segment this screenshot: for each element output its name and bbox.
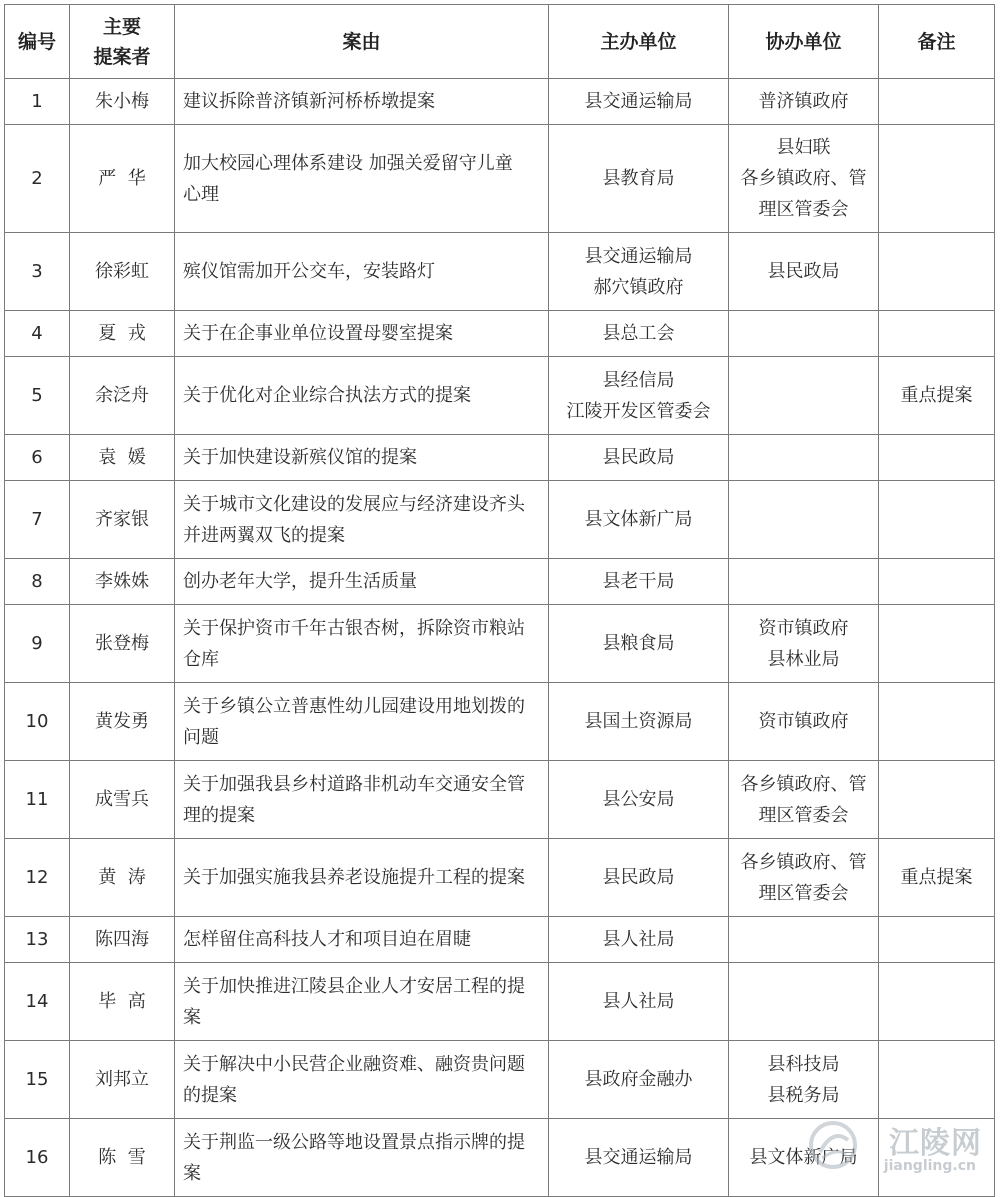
reason-line: 怎样留住高科技人才和项目迫在眉睫 <box>183 929 471 950</box>
reason-line: 创办老年大学，提升生活质量 <box>183 571 417 592</box>
row-reason <box>175 1041 549 1119</box>
row-assist <box>729 963 879 1041</box>
row-proposer: 张登梅 <box>70 605 175 683</box>
row-host <box>549 605 729 683</box>
reason-line: 加大校园心理体系建设 加强关爱留守儿童 <box>183 152 513 174</box>
row-reason <box>175 917 549 963</box>
header-proposer-line2: 提案者 <box>93 45 151 68</box>
reason-line: 理的提案 <box>183 804 255 826</box>
watermark-title: 江陵网 <box>889 1126 982 1161</box>
host-line: 郝穴镇政府 <box>593 276 684 298</box>
host-line: 县总工会 <box>602 323 675 344</box>
table-row <box>5 357 995 435</box>
reason-line: 关于加快推进江陵县企业人才安居工程的提 <box>183 975 525 997</box>
row-reason <box>175 79 549 125</box>
row-note <box>879 481 995 559</box>
table-row <box>5 605 995 683</box>
row-reason <box>175 605 549 683</box>
row-proposer: 余泛舟 <box>70 357 175 435</box>
row-note <box>879 1041 995 1119</box>
header-assist: 协办单位 <box>729 5 879 79</box>
row-assist <box>729 357 879 435</box>
table-row <box>5 481 995 559</box>
host-line: 县交通运输局 <box>584 91 693 112</box>
reason-line: 关于加快建设新殡仪馆的提案 <box>183 447 417 468</box>
host-line: 县粮食局 <box>602 633 675 654</box>
reason-line: 的提案 <box>183 1084 237 1106</box>
row-reason <box>175 559 549 605</box>
row-num: 5 <box>5 357 70 435</box>
reason-line: 心理 <box>183 183 219 205</box>
row-num: 16 <box>5 1119 70 1197</box>
assist-line: 县文体新广局 <box>749 1147 858 1168</box>
table-row <box>5 233 995 311</box>
host-line: 县交通运输局 <box>584 245 693 267</box>
row-host <box>549 125 729 233</box>
reason-line: 建议拆除普济镇新河桥桥墩提案 <box>183 91 435 112</box>
row-assist <box>729 1041 879 1119</box>
row-num: 6 <box>5 435 70 481</box>
row-num: 10 <box>5 683 70 761</box>
reason-line: 并进两翼双飞的提案 <box>183 524 345 546</box>
assist-line: 县科技局 <box>767 1053 840 1075</box>
row-num: 14 <box>5 963 70 1041</box>
table-row <box>5 1041 995 1119</box>
site-watermark <box>800 1108 990 1188</box>
row-note <box>879 79 995 125</box>
table-row <box>5 917 995 963</box>
row-reason <box>175 761 549 839</box>
reason-line: 仓库 <box>183 648 219 670</box>
row-note: 重点提案 <box>879 839 995 917</box>
row-num: 4 <box>5 311 70 357</box>
row-host <box>549 233 729 311</box>
row-proposer: 陈四海 <box>70 917 175 963</box>
row-reason <box>175 125 549 233</box>
host-line: 县交通运输局 <box>584 1147 693 1168</box>
row-num: 7 <box>5 481 70 559</box>
row-assist <box>729 839 879 917</box>
host-line: 江陵开发区管委会 <box>566 400 711 422</box>
row-note <box>879 761 995 839</box>
row-reason <box>175 233 549 311</box>
row-assist <box>729 605 879 683</box>
host-line: 县老干局 <box>602 571 675 592</box>
row-host <box>549 761 729 839</box>
reason-line: 关于保护资市千年古银杏树，拆除资市粮站 <box>183 617 525 639</box>
header-proposer <box>70 5 175 79</box>
row-proposer: 李姝姝 <box>70 559 175 605</box>
row-host <box>549 79 729 125</box>
reason-line: 关于解决中小民营企业融资难、融资贵问题 <box>183 1053 525 1075</box>
row-reason <box>175 311 549 357</box>
row-host <box>549 683 729 761</box>
row-proposer: 成雪兵 <box>70 761 175 839</box>
row-reason <box>175 357 549 435</box>
table-row <box>5 311 995 357</box>
reason-line: 关于优化对企业综合执法方式的提案 <box>183 385 471 406</box>
row-reason <box>175 839 549 917</box>
table-row <box>5 683 995 761</box>
row-note <box>879 435 995 481</box>
row-num: 1 <box>5 79 70 125</box>
row-host <box>549 917 729 963</box>
row-num: 13 <box>5 917 70 963</box>
row-proposer: 徐彩虹 <box>70 233 175 311</box>
row-note <box>879 559 995 605</box>
row-host <box>549 311 729 357</box>
row-host <box>549 1041 729 1119</box>
row-assist <box>729 683 879 761</box>
site-logo-icon <box>806 1118 860 1172</box>
row-host <box>549 1119 729 1197</box>
reason-line: 关于乡镇公立普惠性幼儿园建设用地划拨的 <box>183 695 525 717</box>
header-reason: 案由 <box>175 5 549 79</box>
reason-line: 案 <box>183 1162 201 1184</box>
row-assist <box>729 233 879 311</box>
host-line: 县人社局 <box>602 991 675 1012</box>
row-proposer: 袁 媛 <box>70 435 175 481</box>
assist-line: 县妇联 <box>776 137 831 158</box>
host-line: 县经信局 <box>602 369 675 391</box>
row-proposer: 严 华 <box>70 125 175 233</box>
table-row <box>5 125 995 233</box>
row-note: 重点提案 <box>879 357 995 435</box>
row-host <box>549 481 729 559</box>
row-assist <box>729 125 879 233</box>
assist-line: 县税务局 <box>767 1084 840 1106</box>
row-assist <box>729 761 879 839</box>
row-num: 9 <box>5 605 70 683</box>
row-num: 8 <box>5 559 70 605</box>
reason-line: 关于加强实施我县养老设施提升工程的提案 <box>183 867 525 888</box>
reason-line: 关于城市文化建设的发展应与经济建设齐头 <box>183 493 525 515</box>
reason-line: 关于在企事业单位设置母婴室提案 <box>183 323 453 344</box>
row-note <box>879 683 995 761</box>
watermark-url: jiangling.cn <box>883 1158 976 1174</box>
host-line: 县公安局 <box>602 789 675 810</box>
assist-line: 资市镇政府 <box>758 711 849 732</box>
row-assist <box>729 559 879 605</box>
row-proposer: 黄 涛 <box>70 839 175 917</box>
row-reason <box>175 435 549 481</box>
row-host <box>549 963 729 1041</box>
row-proposer: 刘邦立 <box>70 1041 175 1119</box>
row-host <box>549 435 729 481</box>
row-note <box>879 963 995 1041</box>
table-row <box>5 839 995 917</box>
host-line: 县教育局 <box>602 168 675 189</box>
row-assist <box>729 311 879 357</box>
header-host: 主办单位 <box>549 5 729 79</box>
assist-line: 各乡镇政府、管 <box>740 773 867 795</box>
reason-line: 关于加强我县乡村道路非机动车交通安全管 <box>183 773 525 795</box>
host-line: 县文体新广局 <box>584 509 693 530</box>
header-row <box>5 5 995 79</box>
reason-line: 殡仪馆需加开公交车，安装路灯 <box>183 261 435 282</box>
host-line: 县国土资源局 <box>584 711 693 732</box>
reason-line: 案 <box>183 1006 201 1028</box>
row-proposer: 朱小梅 <box>70 79 175 125</box>
row-reason <box>175 963 549 1041</box>
header-num: 编号 <box>5 5 70 79</box>
row-assist <box>729 917 879 963</box>
row-num: 2 <box>5 125 70 233</box>
row-proposer: 黄发勇 <box>70 683 175 761</box>
row-host <box>549 357 729 435</box>
assist-line: 各乡镇政府、管 <box>740 168 867 189</box>
header-proposer-line1: 主要 <box>102 15 141 38</box>
host-line: 县民政局 <box>602 867 675 888</box>
row-assist <box>729 79 879 125</box>
row-assist <box>729 481 879 559</box>
assist-line: 县林业局 <box>767 648 840 670</box>
host-line: 县民政局 <box>602 447 675 468</box>
assist-line: 理区管委会 <box>758 804 849 826</box>
row-reason <box>175 1119 549 1197</box>
row-host <box>549 839 729 917</box>
assist-line: 普济镇政府 <box>758 91 849 112</box>
row-note <box>879 917 995 963</box>
row-host <box>549 559 729 605</box>
row-assist <box>729 435 879 481</box>
row-num: 12 <box>5 839 70 917</box>
row-note <box>879 605 995 683</box>
assist-line: 县民政局 <box>767 261 840 282</box>
table-row <box>5 761 995 839</box>
reason-line: 问题 <box>183 726 219 748</box>
row-num: 3 <box>5 233 70 311</box>
reason-line: 关于荆监一级公路等地设置景点指示牌的提 <box>183 1131 525 1153</box>
row-note <box>879 233 995 311</box>
row-reason <box>175 481 549 559</box>
row-note <box>879 125 995 233</box>
row-proposer: 齐家银 <box>70 481 175 559</box>
host-line: 县政府金融办 <box>584 1069 693 1090</box>
table-row <box>5 435 995 481</box>
assist-line: 各乡镇政府、管 <box>740 851 867 873</box>
proposal-table <box>4 4 995 1197</box>
assist-line: 资市镇政府 <box>758 617 849 639</box>
host-line: 县人社局 <box>602 929 675 950</box>
header-note: 备注 <box>879 5 995 79</box>
row-num: 15 <box>5 1041 70 1119</box>
row-proposer: 陈 雪 <box>70 1119 175 1197</box>
row-reason <box>175 683 549 761</box>
row-num: 11 <box>5 761 70 839</box>
row-proposer: 毕 高 <box>70 963 175 1041</box>
assist-line: 理区管委会 <box>758 199 849 220</box>
table-row <box>5 559 995 605</box>
table-row <box>5 963 995 1041</box>
row-note <box>879 311 995 357</box>
assist-line: 理区管委会 <box>758 882 849 904</box>
table-row <box>5 79 995 125</box>
row-proposer: 夏 戎 <box>70 311 175 357</box>
